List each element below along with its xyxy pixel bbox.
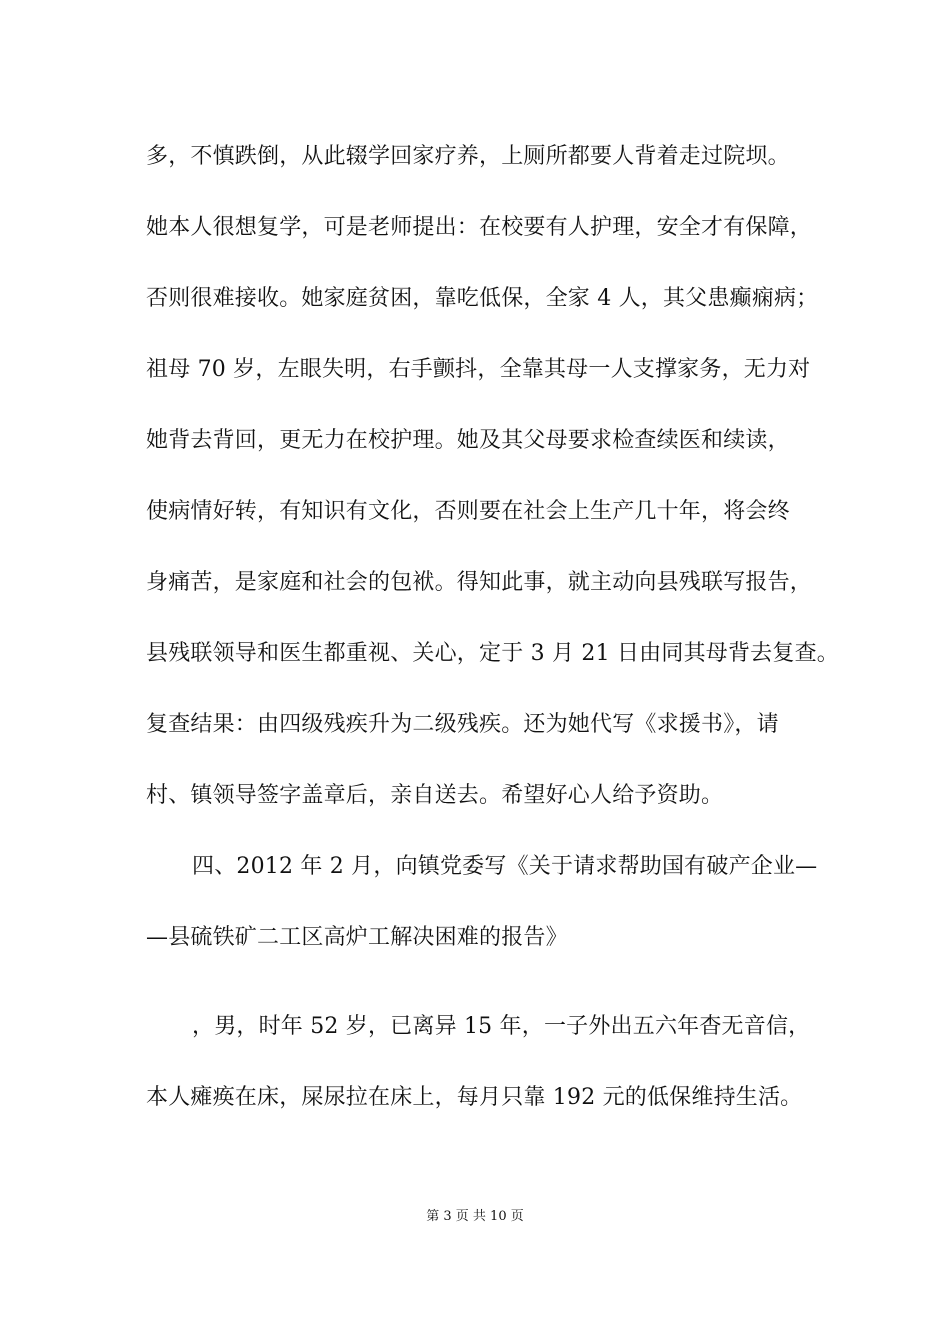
- section-heading-line: 四、2012 年 2 月，向镇党委写《关于请求帮助国有破产企业—: [192, 854, 818, 879]
- paragraph-line: 身痛苦，是家庭和社会的包袱。得知此事，就主动向县残联写报告，: [146, 570, 813, 595]
- paragraph-line: 使病情好转，有知识有文化，否则要在社会上生产几十年，将会终: [146, 499, 790, 524]
- page-number: 第 3 页 共 10 页: [426, 1209, 524, 1224]
- paragraph-line: 本人瘫痪在床，屎尿拉在床上，每月只靠 192 元的低保维持生活。: [146, 1085, 803, 1110]
- paragraph-line: ，男，时年 52 岁，已离异 15 年，一子外出五六年杳无音信，: [192, 1014, 811, 1039]
- paragraph-line: 村、镇领导签字盖章后，亲自送去。希望好心人给予资助。: [146, 783, 724, 808]
- paragraph-line: 她本人很想复学，可是老师提出：在校要有人护理，安全才有保障，: [146, 215, 813, 240]
- paragraph-line: 多，不慎跌倒，从此辍学回家疗养，上厕所都要人背着走过院坝。: [146, 144, 790, 169]
- page-footer: [0, 1208, 950, 1226]
- paragraph-line: 她背去背回，更无力在校护理。她及其父母要求检查续医和续读，: [146, 428, 790, 453]
- paragraph-line: 祖母 70 岁，左眼失明，右手颤抖，全靠其母一人支撑家务，无力对: [146, 357, 811, 382]
- paragraph-line: 复查结果：由四级残疾升为二级残疾。还为她代写《求援书》，请: [146, 712, 779, 737]
- paragraph-line: 县残联领导和医生都重视、关心，定于 3 月 21 日由同其母背去复查。: [146, 641, 839, 666]
- section-heading-line: —县硫铁矿二工区高炉工解决困难的报告》: [146, 925, 568, 950]
- paragraph-line: 否则很难接收。她家庭贫困，靠吃低保，全家 4 人，其父患癫痫病；: [146, 286, 819, 311]
